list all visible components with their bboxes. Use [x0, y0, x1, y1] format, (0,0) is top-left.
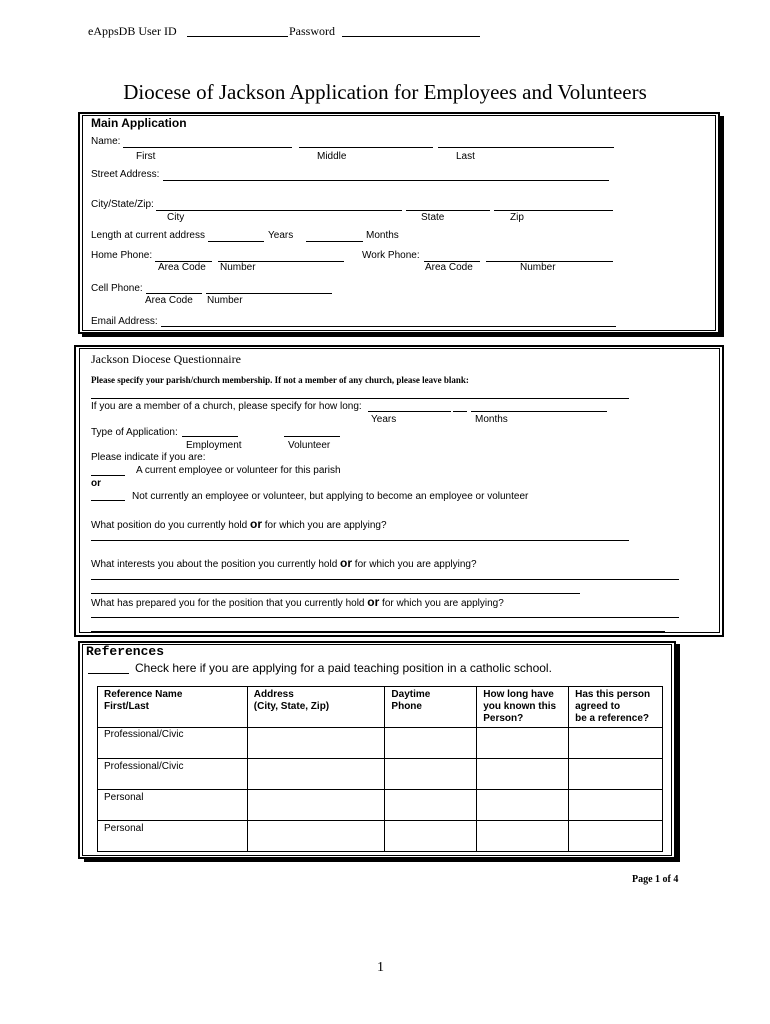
reference-type-cell[interactable]: Personal: [98, 821, 248, 852]
questionnaire-heading: Jackson Diocese Questionnaire: [91, 352, 241, 366]
table-row: [98, 821, 663, 852]
page-of-label: Page 1 of 4: [632, 874, 679, 885]
how-long-cell[interactable]: [477, 790, 569, 821]
references-heading: References: [86, 644, 165, 659]
column-header-daytime-phone: Daytime Phone: [385, 687, 477, 728]
position-question: What position do you currently hold or for which you are applying?: [91, 517, 387, 531]
phone-cell[interactable]: [385, 821, 477, 852]
cell-area-code-label: Area Code: [145, 295, 193, 306]
city-state-zip-label: City/State/Zip:: [91, 199, 154, 210]
last-name-field[interactable]: [438, 147, 614, 148]
city-field[interactable]: [156, 210, 402, 211]
prepared-answer-field-1[interactable]: [91, 617, 679, 618]
city-label: City: [167, 212, 185, 223]
volunteer-checkbox[interactable]: [284, 436, 340, 437]
prepared-question: What has prepared you for the position that you currently hold or for which you are applying?: [91, 595, 504, 609]
cell-number-field[interactable]: [206, 293, 332, 294]
paid-teaching-checkbox[interactable]: [88, 673, 129, 674]
interests-question: What interests you about the position you currently hold or for which you are applying?: [91, 556, 477, 570]
page-number: 1: [377, 960, 384, 975]
user-id-label: eAppsDB User ID: [88, 24, 177, 38]
password-label: Password: [289, 24, 336, 38]
agreed-cell[interactable]: [569, 821, 663, 852]
street-address-label: Street Address:: [91, 169, 160, 180]
phone-cell[interactable]: [385, 728, 477, 759]
address-cell[interactable]: [247, 728, 385, 759]
how-long-cell[interactable]: [477, 821, 569, 852]
indicate-label: Please indicate if you are:: [91, 452, 206, 463]
middle-name-field[interactable]: [299, 147, 433, 148]
middle-label: Middle: [317, 151, 347, 162]
table-row: [98, 728, 663, 759]
table-row: [98, 759, 663, 790]
home-number-label: Number: [220, 262, 256, 273]
name-label: Name:: [91, 136, 121, 147]
or-label: or: [91, 478, 101, 489]
how-long-cell[interactable]: [477, 728, 569, 759]
employment-label: Employment: [186, 440, 242, 451]
member-years-label: Years: [371, 414, 397, 425]
prepared-answer-field-2[interactable]: [91, 631, 665, 632]
current-employee-option: A current employee or volunteer for this parish: [136, 465, 341, 476]
zip-label: Zip: [510, 212, 524, 223]
member-months-field[interactable]: [471, 411, 607, 412]
parish-field[interactable]: [91, 398, 629, 399]
home-phone-label: Home Phone:: [91, 250, 153, 261]
address-cell[interactable]: [247, 790, 385, 821]
main-application-heading: Main Application: [91, 116, 187, 130]
address-years-field[interactable]: [208, 241, 264, 242]
employment-checkbox[interactable]: [182, 436, 238, 437]
references-header-row: [98, 687, 663, 728]
address-months-label: Months: [366, 230, 399, 241]
parish-prompt: Please specify your parish/church membership. If not a member of any church, please leave blank:: [91, 375, 469, 385]
zip-field[interactable]: [494, 210, 613, 211]
table-row: [98, 790, 663, 821]
references-table: [97, 686, 663, 852]
page-title: Diocese of Jackson Application for Employees and Volunteers: [123, 80, 647, 104]
street-address-field[interactable]: [163, 180, 609, 181]
member-gap-field: [453, 411, 467, 412]
reference-type-cell[interactable]: Personal: [98, 790, 248, 821]
length-at-address-label: Length at current address: [91, 230, 205, 241]
column-header-reference-name: Reference Name First/Last: [98, 687, 248, 728]
reference-type-cell[interactable]: Professional/Civic: [98, 759, 248, 790]
cell-number-label: Number: [207, 295, 243, 306]
first-name-field[interactable]: [123, 147, 292, 148]
work-phone-label: Work Phone:: [362, 250, 420, 261]
state-label: State: [421, 212, 445, 223]
position-answer-field[interactable]: [91, 540, 629, 541]
phone-cell[interactable]: [385, 759, 477, 790]
column-header-agreed: Has this person agreed to be a reference?: [569, 687, 663, 728]
reference-type-cell[interactable]: Professional/Civic: [98, 728, 248, 759]
address-months-field[interactable]: [306, 241, 363, 242]
how-long-cell[interactable]: [477, 759, 569, 790]
phone-cell[interactable]: [385, 790, 477, 821]
last-label: Last: [456, 151, 475, 162]
home-area-code-label: Area Code: [158, 262, 206, 273]
state-field[interactable]: [406, 210, 490, 211]
volunteer-label: Volunteer: [288, 440, 331, 451]
not-current-option: Not currently an employee or volunteer, but applying to become an employee or volunteer: [132, 491, 529, 502]
member-years-field[interactable]: [368, 411, 451, 412]
column-header-how-long: How long have you known this Person?: [477, 687, 569, 728]
first-label: First: [136, 151, 156, 162]
password-field[interactable]: [342, 36, 480, 37]
member-how-long-label: If you are a member of a church, please specify for how long:: [91, 401, 362, 412]
agreed-cell[interactable]: [569, 759, 663, 790]
email-field[interactable]: [161, 326, 616, 327]
cell-phone-label: Cell Phone:: [91, 283, 143, 294]
user-id-field[interactable]: [187, 36, 288, 37]
current-employee-checkbox[interactable]: [91, 475, 125, 476]
email-label: Email Address:: [91, 316, 158, 327]
agreed-cell[interactable]: [569, 728, 663, 759]
not-current-checkbox[interactable]: [91, 500, 125, 501]
work-number-label: Number: [520, 262, 556, 273]
address-cell[interactable]: [247, 821, 385, 852]
address-years-label: Years: [268, 230, 294, 241]
interests-answer-field-1[interactable]: [91, 579, 679, 580]
work-area-code-label: Area Code: [425, 262, 473, 273]
agreed-cell[interactable]: [569, 790, 663, 821]
interests-answer-field-2[interactable]: [91, 593, 580, 594]
address-cell[interactable]: [247, 759, 385, 790]
application-type-label: Type of Application:: [91, 427, 178, 438]
member-months-label: Months: [475, 414, 508, 425]
cell-area-code-field[interactable]: [146, 293, 202, 294]
column-header-address: Address (City, State, Zip): [247, 687, 385, 728]
paid-teaching-label: Check here if you are applying for a paid teaching position in a catholic school.: [135, 661, 552, 675]
